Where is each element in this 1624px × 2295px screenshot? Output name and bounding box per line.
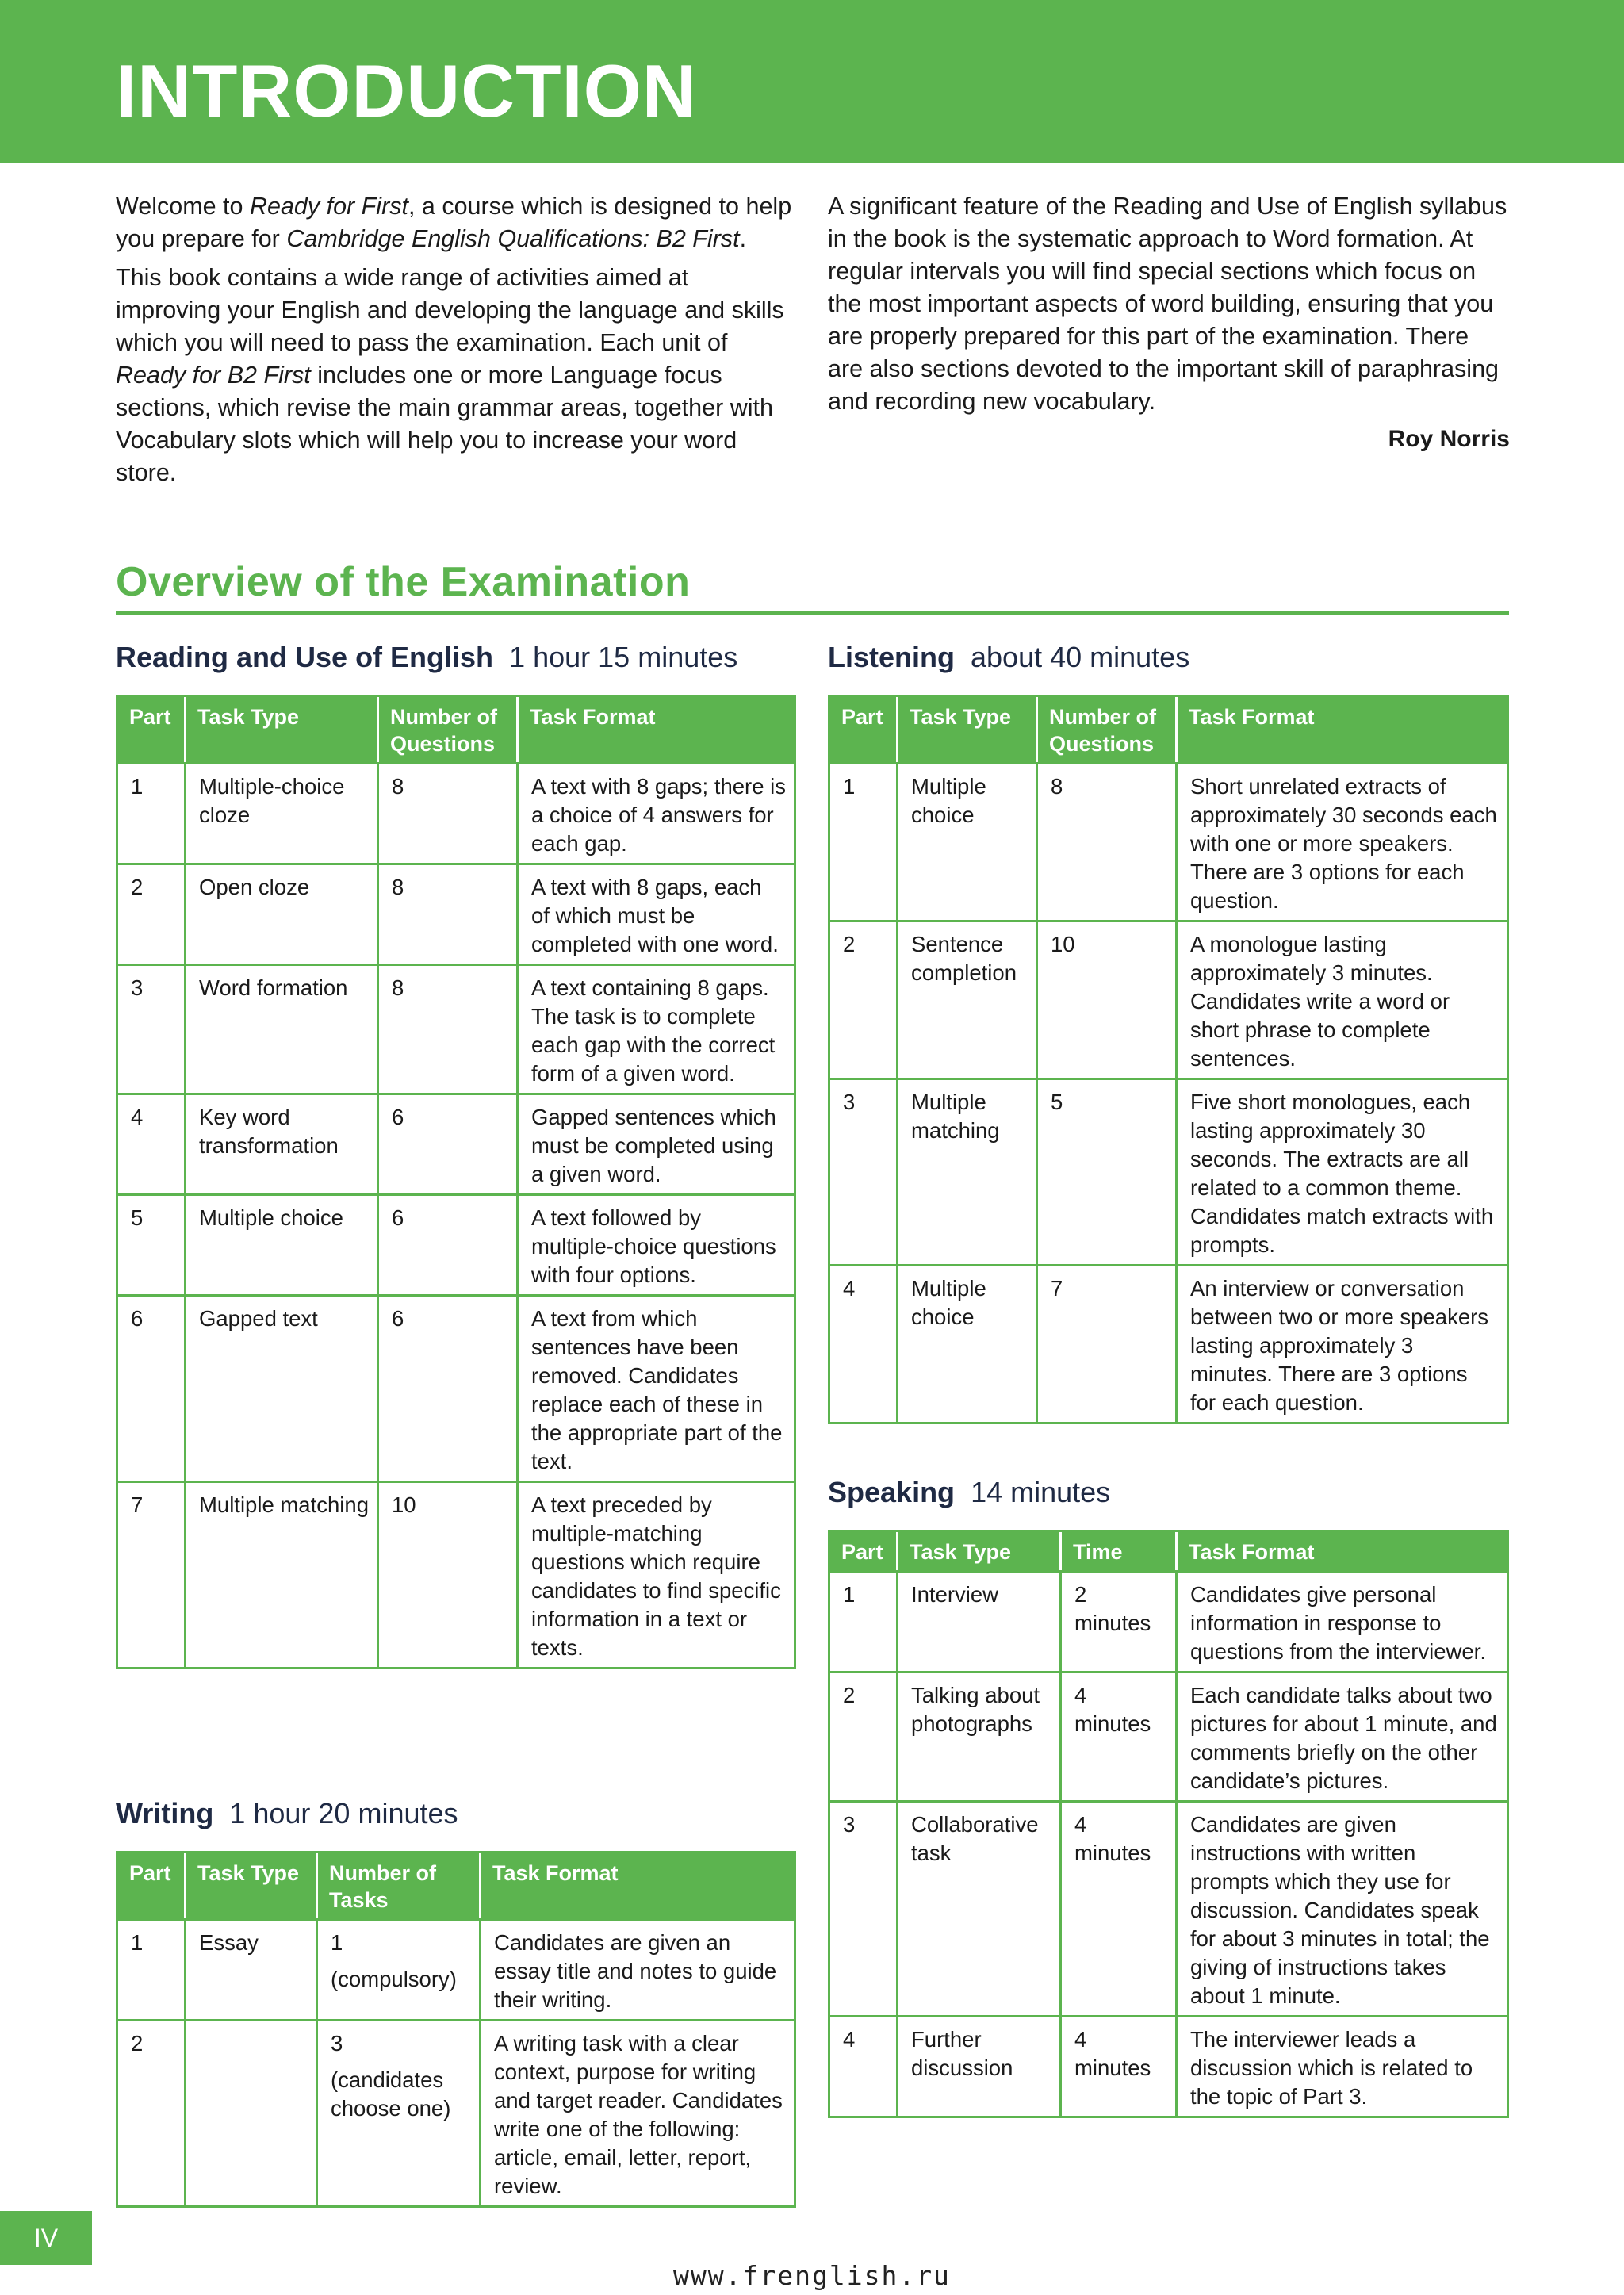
cell-number: 10 — [379, 1481, 519, 1667]
intro-paragraph-2 — [116, 262, 798, 489]
cell-part: 3 — [830, 1078, 898, 1264]
cell-task-format: Candidates give personal information in response to questions from the interviewer. — [1178, 1570, 1507, 1671]
cell-task-type: Talking about photographs — [898, 1671, 1062, 1800]
cell-task-type — [186, 2019, 318, 2205]
header-task-format: Task Format — [481, 1853, 794, 1918]
header-task-format: Task Format — [519, 697, 794, 762]
section-name: Listening — [828, 641, 955, 673]
cell-task-type: Essay — [186, 1918, 318, 2019]
header-number-of-tasks: Number of Tasks — [318, 1853, 481, 1918]
cell-task-format: Candidates are given instructions with written prompts which they use for discussion. Candidates speak for about 3 minutes in total; the giving of instructions takes about 1 minute. — [1178, 1800, 1507, 2015]
table-row — [830, 762, 1507, 920]
course-title: Ready for First — [249, 193, 408, 220]
cell-task-type: Multiple matching — [898, 1078, 1038, 1264]
cell-part: 2 — [830, 1671, 898, 1800]
cell-time: 2 minutes — [1062, 1570, 1178, 1671]
intro-left-column — [116, 190, 798, 496]
cell-part: 2 — [118, 2019, 186, 2205]
table-row — [830, 1264, 1507, 1422]
cell-task-type: Key word transformation — [186, 1093, 379, 1193]
table-row — [118, 863, 794, 964]
table-row — [830, 1671, 1507, 1800]
text-span: includes one or more Language focus sections, which revise the main grammar areas, together with Vocabulary slots which will help you to increase your word store. — [116, 362, 773, 486]
cell-task-format: A text from which sentences have been removed. Candidates replace each of these in the appropriate part of the text. — [519, 1294, 794, 1481]
cell-task-format: An interview or conversation between two or more speakers lasting approximately 3 minutes. There are 3 options for each question. — [1178, 1264, 1507, 1422]
cell-number — [318, 2019, 481, 2205]
cell-task-type: Multiple matching — [186, 1481, 379, 1667]
cell-part: 5 — [118, 1193, 186, 1294]
task-note: (candidates choose one) — [331, 2067, 451, 2121]
header-part: Part — [830, 1532, 898, 1570]
speaking-section-title — [828, 1475, 1110, 1509]
cell-task-format: A text followed by multiple-choice questions with four options. — [519, 1193, 794, 1294]
cell-part: 1 — [830, 1570, 898, 1671]
table-row — [830, 1078, 1507, 1264]
header-part: Part — [830, 697, 898, 762]
cell-part: 3 — [830, 1800, 898, 2015]
cell-number: 6 — [379, 1093, 519, 1193]
table-row — [830, 2015, 1507, 2116]
cell-time: 4 minutes — [1062, 1800, 1178, 2015]
cell-number: 6 — [379, 1294, 519, 1481]
header-task-type: Task Type — [898, 1532, 1062, 1570]
text-span: Welcome to — [116, 193, 250, 220]
table-row — [118, 1918, 794, 2019]
cell-number: 8 — [379, 863, 519, 964]
cell-task-format: Each candidate talks about two pictures for about 1 minute, and comments briefly on the other candidate’s pictures. — [1178, 1671, 1507, 1800]
listening-table — [828, 695, 1509, 1424]
task-count: 1 — [331, 1930, 343, 1955]
page-number: IV — [0, 2211, 92, 2265]
cell-number: 6 — [379, 1193, 519, 1294]
cell-number: 8 — [379, 964, 519, 1093]
table-row — [118, 1481, 794, 1667]
table-row — [118, 964, 794, 1093]
cell-task-format: Five short monologues, each lasting approximately 30 seconds. The extracts are all related to a common theme. Candidates match extracts with prompts. — [1178, 1078, 1507, 1264]
table-row — [118, 2019, 794, 2205]
table-row — [118, 1294, 794, 1481]
cell-part: 2 — [830, 920, 898, 1078]
header-task-format: Task Format — [1178, 1532, 1507, 1570]
table-header-row — [830, 697, 1507, 762]
exam-title: Cambridge English Qualifications: B2 First — [286, 225, 740, 252]
cell-part: 6 — [118, 1294, 186, 1481]
cell-part: 4 — [830, 2015, 898, 2116]
cell-task-type: Gapped text — [186, 1294, 379, 1481]
listening-section-title — [828, 640, 1189, 674]
cell-task-format: A text with 8 gaps; there is a choice of 4 answers for each gap. — [519, 762, 794, 863]
cell-task-format: Short unrelated extracts of approximately 30 seconds each with one or more speakers. There are 3 options for each question. — [1178, 762, 1507, 920]
cell-time: 4 minutes — [1062, 2015, 1178, 2116]
cell-task-format: Gapped sentences which must be completed using a given word. — [519, 1093, 794, 1193]
page-title: INTRODUCTION — [116, 49, 697, 132]
intro-paragraph-1 — [116, 190, 798, 255]
writing-table — [116, 1851, 796, 2208]
text-span: This book contains a wide range of activities aimed at improving your English and developing the language and skills which you will need to pass the examination. Each unit of — [116, 264, 784, 356]
table-row — [830, 1800, 1507, 2015]
task-note: (compulsory) — [331, 1967, 457, 1991]
table-row — [830, 920, 1507, 1078]
writing-section-title — [116, 1796, 458, 1830]
text-span: , a course which is designed to help you prepare for — [116, 193, 792, 252]
task-count: 3 — [331, 2031, 343, 2056]
footer-url: www.frenglish.ru — [673, 2260, 951, 2291]
book-title: Ready for B2 First — [116, 362, 311, 389]
cell-task-format: A text containing 8 gaps. The task is to complete each gap with the correct form of a given word. — [519, 964, 794, 1093]
table-row — [118, 762, 794, 863]
cell-task-type: Multiple choice — [186, 1193, 379, 1294]
cell-task-type: Multiple-choice cloze — [186, 762, 379, 863]
header-number-of-questions: Number of Questions — [379, 697, 519, 762]
cell-number: 8 — [1038, 762, 1178, 920]
header-time: Time — [1062, 1532, 1178, 1570]
cell-number — [318, 1918, 481, 2019]
table-row — [118, 1093, 794, 1193]
cell-task-format: Candidates are given an essay title and notes to guide their writing. — [481, 1918, 794, 2019]
cell-task-type: Word formation — [186, 964, 379, 1093]
cell-part: 3 — [118, 964, 186, 1093]
table-row — [118, 1193, 794, 1294]
cell-number: 10 — [1038, 920, 1178, 1078]
cell-part: 7 — [118, 1481, 186, 1667]
section-name: Reading and Use of English — [116, 641, 494, 673]
section-name: Speaking — [828, 1476, 956, 1508]
header-part: Part — [118, 697, 186, 762]
reading-section-title — [116, 640, 737, 674]
text-span: . — [739, 225, 747, 252]
header-task-format: Task Format — [1178, 697, 1507, 762]
cell-task-type: Multiple choice — [898, 1264, 1038, 1422]
cell-task-type: Sentence completion — [898, 920, 1038, 1078]
cell-task-type: Collaborative task — [898, 1800, 1062, 2015]
cell-part: 4 — [118, 1093, 186, 1193]
header-task-type: Task Type — [898, 697, 1038, 762]
header-task-type: Task Type — [186, 697, 379, 762]
cell-time: 4 minutes — [1062, 1671, 1178, 1800]
cell-number: 7 — [1038, 1264, 1178, 1422]
header-task-type: Task Type — [186, 1853, 318, 1918]
cell-part: 2 — [118, 863, 186, 964]
cell-task-format: A text preceded by multiple-matching questions which require candidates to find specific information in a text or texts. — [519, 1481, 794, 1667]
section-duration: 1 hour 20 minutes — [229, 1797, 458, 1829]
cell-task-type: Multiple choice — [898, 762, 1038, 920]
reading-table — [116, 695, 796, 1669]
section-name: Writing — [116, 1797, 214, 1829]
header-part: Part — [118, 1853, 186, 1918]
cell-part: 4 — [830, 1264, 898, 1422]
cell-number: 5 — [1038, 1078, 1178, 1264]
title-banner — [0, 0, 1624, 163]
cell-part: 1 — [118, 1918, 186, 2019]
overview-title: Overview of the Examination — [116, 559, 691, 605]
cell-task-format: A monologue lasting approximately 3 minutes. Candidates write a word or short phrase to complete sentences. — [1178, 920, 1507, 1078]
cell-part: 1 — [118, 762, 186, 863]
speaking-table — [828, 1530, 1509, 2118]
overview-heading — [116, 560, 1509, 615]
intro-right-column — [828, 190, 1510, 453]
header-number-of-questions: Number of Questions — [1038, 697, 1178, 762]
cell-task-format: A text with 8 gaps, each of which must be completed with one word. — [519, 863, 794, 964]
table-header-row — [830, 1532, 1507, 1570]
cell-task-format: A writing task with a clear context, purpose for writing and target reader. Candidates write one of the following: article, email, letter, report, review. — [481, 2019, 794, 2205]
section-duration: 1 hour 15 minutes — [509, 641, 738, 673]
cell-task-type: Interview — [898, 1570, 1062, 1671]
section-duration: about 40 minutes — [971, 641, 1190, 673]
cell-task-type: Open cloze — [186, 863, 379, 964]
cell-task-type: Further discussion — [898, 2015, 1062, 2116]
table-header-row — [118, 1853, 794, 1918]
table-row — [830, 1570, 1507, 1671]
cell-task-format: The interviewer leads a discussion which is related to the topic of Part 3. — [1178, 2015, 1507, 2116]
author-signature: Roy Norris — [1388, 426, 1510, 452]
table-header-row — [118, 697, 794, 762]
cell-part: 1 — [830, 762, 898, 920]
cell-number: 8 — [379, 762, 519, 863]
section-duration: 14 minutes — [971, 1476, 1111, 1508]
intro-paragraph-3: A significant feature of the Reading and Use of English syllabus in the book is the systematic approach to Word formation. At regular intervals you will find special sections which focus on the most important aspects of word building, ensuring that you are properly prepared for this part of the examination. There are also sections devoted to the important skill of paraphrasing and recording new vocabulary. — [828, 193, 1507, 415]
